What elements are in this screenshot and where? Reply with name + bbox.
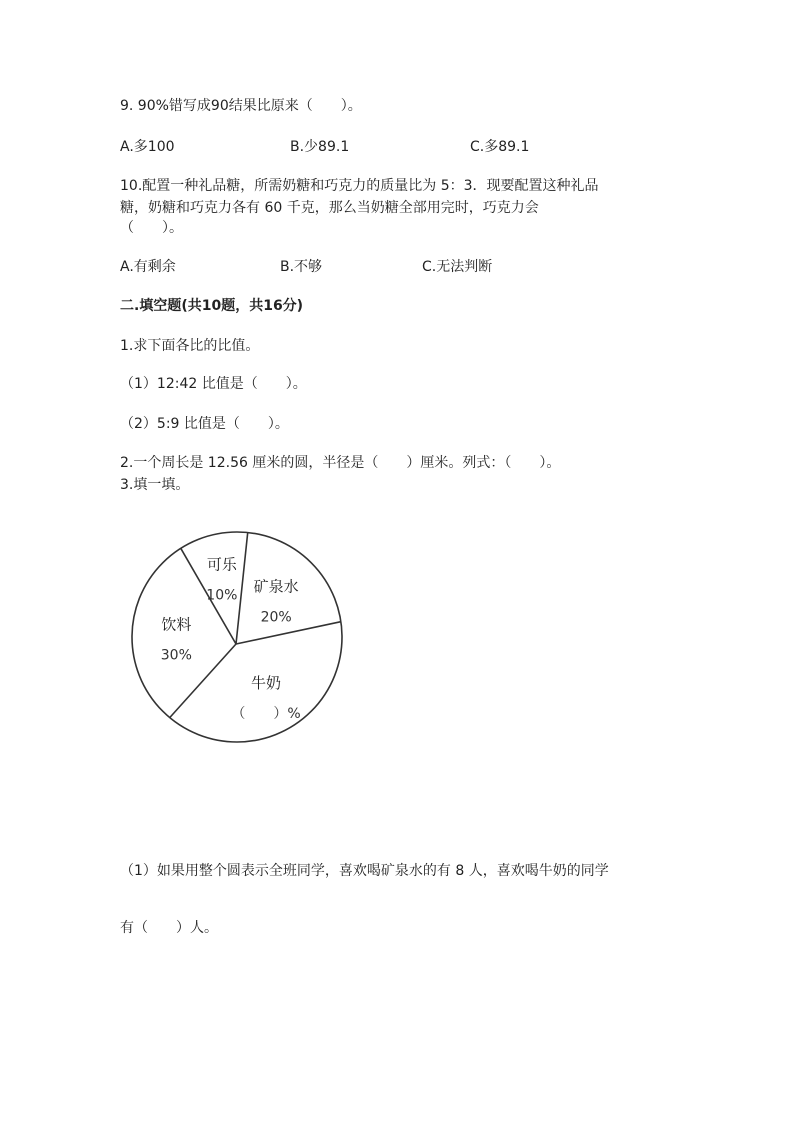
pie-slice-value-3: 30% bbox=[160, 647, 192, 664]
q9-option-a: A.多100 bbox=[120, 139, 175, 155]
section-title: 二.填空题(共10题，共16分) bbox=[120, 298, 304, 314]
pie-slice-label-2: 牛奶 bbox=[250, 673, 282, 692]
fill1-sub2: （2）5:9 比值是（ ）。 bbox=[120, 416, 289, 432]
pie-slice-label-0: 可乐 bbox=[206, 555, 237, 574]
q10-line2: 糖，奶糖和巧克力各有 60 千克，那么当奶糖全部用完时，巧克力会 bbox=[120, 200, 539, 216]
pie-slice-value-0: 10% bbox=[206, 587, 238, 604]
pie-slice-label-1: 矿泉水 bbox=[253, 577, 299, 596]
pie-slice-value-1: 20% bbox=[260, 609, 292, 626]
fill2-stem: 2.一个周长是 12.56 厘米的圆，半径是（ ）厘米。列式：（ ）。 bbox=[120, 455, 561, 471]
pie-slice-label-3: 饮料 bbox=[161, 615, 192, 634]
pie-chart bbox=[122, 522, 352, 752]
q9-stem: 9. 90%错写成90结果比原来（ ）。 bbox=[120, 98, 362, 114]
fill1-sub1: （1）12:42 比值是（ ）。 bbox=[120, 376, 307, 392]
q10-option-c: C.无法判断 bbox=[422, 259, 493, 275]
fill3-stem: 3.填一填。 bbox=[120, 477, 190, 493]
q9-option-c: C.多89.1 bbox=[470, 139, 530, 155]
fill1-stem: 1.求下面各比的比值。 bbox=[120, 338, 260, 354]
pie-chart-svg bbox=[122, 522, 352, 752]
q10-option-b: B.不够 bbox=[280, 259, 323, 275]
fill3-sub1-line1: （1）如果用整个圆表示全班同学，喜欢喝矿泉水的有 8 人，喜欢喝牛奶的同学 bbox=[120, 863, 609, 879]
q10-option-a: A.有剩余 bbox=[120, 259, 176, 275]
q9-option-b: B.少89.1 bbox=[290, 139, 350, 155]
fill3-sub1-line2: 有（ ）人。 bbox=[120, 920, 218, 936]
q10-line3: （ ）。 bbox=[120, 220, 183, 236]
pie-slice-value-2: （ ）% bbox=[231, 705, 301, 722]
q10-line1: 10.配置一种礼品糖，所需奶糖和巧克力的质量比为 5：3．现要配置这种礼品 bbox=[120, 178, 599, 194]
